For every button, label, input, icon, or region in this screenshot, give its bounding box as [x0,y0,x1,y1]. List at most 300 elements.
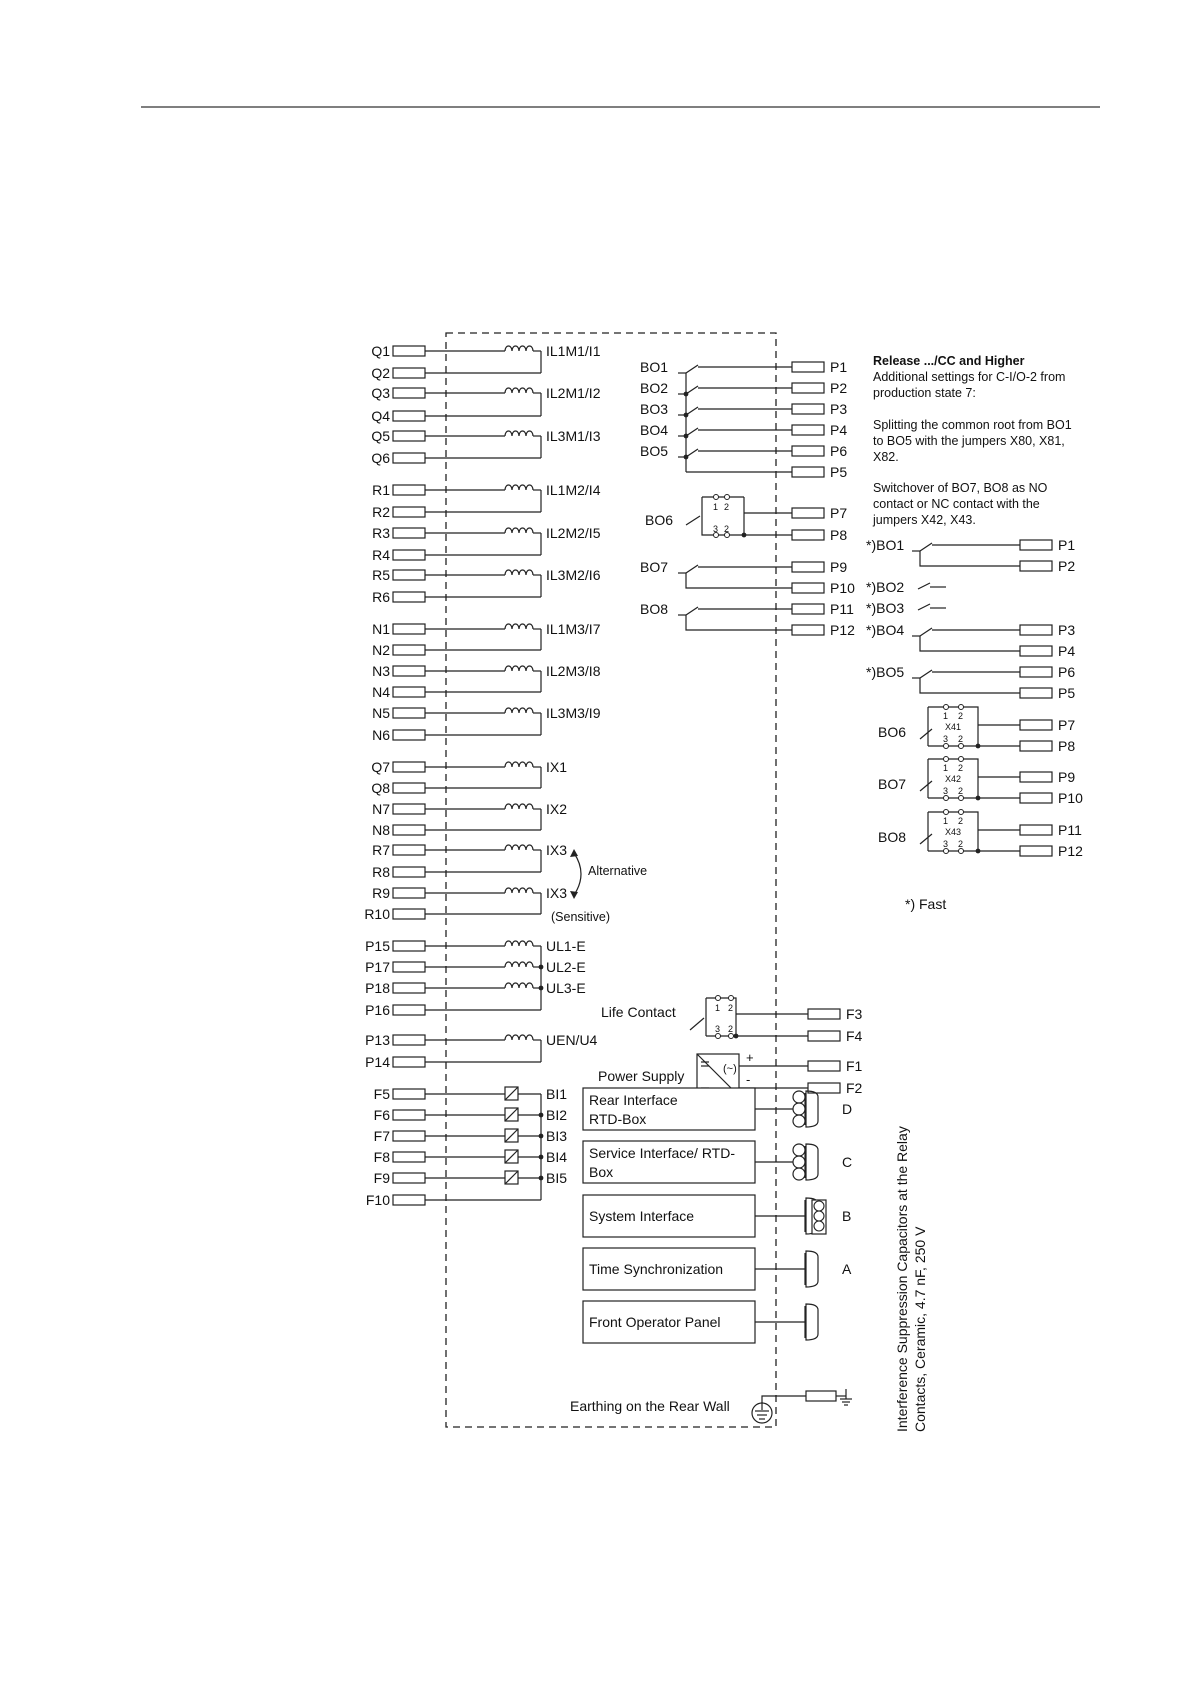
relay-terminal-label: P12 [830,622,855,638]
left-terminal-label: Q8 [371,780,390,796]
left-terminal [393,1195,425,1205]
input-signal-label: IL3M2/I6 [546,567,601,583]
relay-terminal-label: P7 [830,505,848,521]
left-terminal [393,528,425,538]
ix3-alternative-note: Alternative [588,864,648,878]
life-contact-terminal [808,1009,840,1019]
left-terminal-label: N6 [372,727,390,743]
relay-contact [686,607,698,615]
jumper-number: 2 [724,502,730,512]
interface-label: Service Interface/ RTD- [589,1145,736,1161]
jumper-number: 2 [724,524,730,534]
relay-terminal [792,530,824,540]
left-terminal [393,485,425,495]
life-contact-terminal-label: F3 [846,1006,863,1022]
left-terminal-label: F6 [373,1107,390,1123]
relay-terminal [792,583,824,593]
earthing-label: Earthing on the Rear Wall [570,1398,730,1414]
life-contact-and-power-supply [598,996,863,1097]
jumper-pin [729,996,734,1001]
left-terminal-label: Q4 [371,408,390,424]
left-terminal [393,645,425,655]
ix3-sensitive-note: (Sensitive) [551,910,611,924]
jumper-number: 2 [728,1024,734,1034]
input-signal-label: IX2 [546,801,568,817]
alt-output-label: *)BO1 [866,537,905,553]
jumper-number: 2 [958,839,964,849]
input-signal-label: IL3M1/I3 [546,428,601,444]
current-transformer-coil-icon [505,485,533,490]
life-contact-terminal [808,1031,840,1041]
suppression-note-line1: Interference Suppression Capacitors at the Relay [894,1126,910,1432]
left-terminal-label: Q6 [371,450,390,466]
jumper-pin [716,1034,721,1039]
release-note-title: Release .../CC and Higher [873,354,1025,368]
relay-terminal [792,604,824,614]
port-b-circle [793,1168,805,1180]
relay-output-label: BO2 [640,380,669,396]
junction-dot [539,965,544,970]
current-transformer-coil-icon [505,762,533,767]
input-signal-label: IX3 [546,842,568,858]
alt-changeover-blade [920,834,932,844]
junction-dot [539,1155,544,1160]
interface-label: Front Operator Panel [589,1314,721,1330]
alt-terminal [1020,772,1052,782]
alt-terminal-label: P4 [1058,643,1076,659]
relay-output-label: BO4 [640,422,669,438]
left-terminal-label: P14 [365,1054,390,1070]
relay-terminal-label: P11 [830,601,854,617]
input-signal-label: IL1M3/I7 [546,621,601,637]
junction-dot [684,455,689,460]
input-signal-label: IX3 [546,885,568,901]
alt-output-label: *)BO4 [866,622,905,638]
left-terminal [393,368,425,378]
ground-symbol-icon [836,1389,852,1405]
port-label: A [842,1261,852,1277]
jumper-pin [959,796,964,801]
left-terminal [393,762,425,772]
left-terminal [393,346,425,356]
left-terminal [393,983,425,993]
current-transformer-coil-icon [505,528,533,533]
left-terminal [393,1089,425,1099]
release-note-line: production state 7: [873,386,976,400]
left-terminal-label: R2 [372,504,390,520]
release-note [872,354,1072,527]
relay-terminal [792,625,824,635]
left-terminal-label: N8 [372,822,390,838]
alt-output-label: *)BO2 [866,579,905,595]
left-terminal-label: Q1 [371,343,390,359]
relay-terminal [792,467,824,477]
alt-open-contact [918,583,930,589]
alt-terminal [1020,741,1052,751]
relay-contact [686,565,698,573]
relay-terminal [792,425,824,435]
left-terminal [393,453,425,463]
left-terminal-label: N3 [372,663,390,679]
input-signal-label: BI2 [546,1107,568,1123]
alt-terminal [1020,540,1052,550]
interface-label: System Interface [589,1208,695,1224]
left-terminal [393,1173,425,1183]
input-signal-label: IL2M2/I5 [546,525,601,541]
earth-wire [762,1396,806,1403]
voltage-transformer-coil-icon [505,983,533,988]
relay-output-label: BO5 [640,443,669,459]
left-terminal [393,909,425,919]
left-terminal [393,550,425,560]
relay-output-label: BO3 [640,401,669,417]
relay-output-label: BO1 [640,359,669,375]
port-connector-icon [806,1091,818,1127]
current-transformer-coil-icon [505,708,533,713]
junction-dot [734,1034,739,1039]
port-d-circle [793,1103,805,1115]
alt-terminal-label: P10 [1058,790,1083,806]
interface-label: RTD-Box [589,1111,647,1127]
left-terminal-label: P17 [365,959,390,975]
jumper-pin [959,744,964,749]
alt-terminal [1020,625,1052,635]
jumper-label: X43 [945,827,962,837]
psu-terminal-label: F2 [846,1080,863,1096]
input-signal-label: UL2-E [546,959,586,975]
input-signal-label: BI5 [546,1170,568,1186]
jumper-number: 2 [958,711,964,721]
left-terminal-label: R3 [372,525,390,541]
alt-terminal-label: P2 [1058,558,1076,574]
jumper-number: 3 [715,1024,721,1034]
left-terminal-label: N7 [372,801,390,817]
left-terminal-label: R10 [364,906,390,922]
alt-output-label: BO8 [878,829,907,845]
communication-interfaces [583,1088,852,1343]
alt-terminal [1020,846,1052,856]
junction-dot [684,413,689,418]
alt-return-wire [920,636,1020,651]
relay-terminal-label: P8 [830,527,848,543]
port-b-circle [814,1211,824,1221]
port-label: B [842,1208,852,1224]
release-note-line: X82. [873,450,899,464]
alt-open-contact [918,604,930,610]
left-terminal [393,1057,425,1067]
psu-minus: - [746,1072,751,1087]
psu-terminal-label: F1 [846,1058,863,1074]
junction-dot [684,392,689,397]
jumper-pin [959,705,964,710]
jumper-pin [944,796,949,801]
left-terminal [393,1152,425,1162]
voltage-transformer-coil-icon [505,941,533,946]
voltage-transformer-coil-icon [505,962,533,967]
jumper-pin [714,495,719,500]
left-terminal [393,1110,425,1120]
left-terminal-label: R9 [372,885,390,901]
left-terminal-label: N5 [372,705,390,721]
relay-output-label: BO7 [640,559,669,575]
current-transformer-coil-icon [505,570,533,575]
port-b-circle [793,1156,805,1168]
current-transformer-coil-icon [505,666,533,671]
current-voltage-inputs [364,343,600,1208]
alt-terminal-label: P5 [1058,685,1076,701]
relay-terminal [792,508,824,518]
left-terminal [393,592,425,602]
current-transformer-coil-icon [505,1035,533,1040]
jumper-number: 3 [943,734,949,744]
current-transformer-coil-icon [505,845,533,850]
jumper-number: 2 [958,786,964,796]
port-label: D [842,1101,853,1117]
input-signal-label: IL3M3/I9 [546,705,601,721]
left-terminal-label: R6 [372,589,390,605]
left-terminal [393,804,425,814]
left-terminal [393,825,425,835]
left-terminal [393,1005,425,1015]
alt-terminal [1020,720,1052,730]
left-terminal-label: Q2 [371,365,390,381]
left-terminal [393,783,425,793]
left-terminal [393,388,425,398]
left-terminal [393,666,425,676]
jumper-pin [959,757,964,762]
input-signal-label: IL1M1/I1 [546,343,601,359]
relay-terminal [792,383,824,393]
relay-terminal [792,362,824,372]
alternative-outputs [866,537,1083,859]
alt-output-label: *)BO5 [866,664,905,680]
junction-dot [976,796,981,801]
relay-terminal-label: P6 [830,443,848,459]
alt-return-wire [920,551,1020,566]
left-terminal-label: P16 [365,1002,390,1018]
alt-changeover-blade [920,729,932,739]
alt-terminal [1020,646,1052,656]
input-signal-label: IL2M3/I8 [546,663,601,679]
left-terminal [393,624,425,634]
input-signal-label: UL1-E [546,938,586,954]
jumper-number: 2 [958,763,964,773]
jumper-number: 3 [713,524,719,534]
alt-terminal [1020,667,1052,677]
junction-dot [976,849,981,854]
changeover-contact [702,497,744,535]
junction-dot [742,533,747,538]
psu-terminal [808,1061,840,1071]
left-terminal [393,941,425,951]
alternative-arrowhead-down [570,891,578,899]
jumper-pin [959,810,964,815]
alt-terminal-label: P6 [1058,664,1076,680]
ac-symbol: (~) [723,1063,737,1075]
jumper-pin [729,1034,734,1039]
jumper-number: 1 [943,763,949,773]
earth-terminal [806,1391,836,1401]
left-terminal [393,708,425,718]
alt-output-label: BO6 [878,724,907,740]
left-terminal [393,507,425,517]
suppression-note-line2: Contacts, Ceramic, 4.7 nF, 250 V [912,1226,928,1432]
left-terminal [393,867,425,877]
current-transformer-coil-icon [505,804,533,809]
alt-terminal-label: P11 [1058,822,1082,838]
input-signal-label: IX1 [546,759,568,775]
release-note-line: to BO5 with the jumpers X80, X81, [873,434,1065,448]
left-terminal-label: F5 [373,1086,390,1102]
left-terminal-label: P15 [365,938,390,954]
alt-return-wire [920,678,1020,693]
relay-output-label: BO8 [640,601,669,617]
left-terminal [393,687,425,697]
relay-terminal-label: P9 [830,559,848,575]
release-note-line: jumpers X42, X43. [873,513,976,527]
relay-terminal [792,446,824,456]
power-supply-label: Power Supply [598,1068,685,1084]
left-terminal-label: R4 [372,547,390,563]
input-signal-label: UL3-E [546,980,586,996]
jumper-pin [944,705,949,710]
left-terminal [393,845,425,855]
relay-terminal [792,562,824,572]
alternative-arrow [574,853,581,895]
jumper-number: 2 [958,816,964,826]
left-terminal-label: P13 [365,1032,390,1048]
alt-terminal-label: P8 [1058,738,1076,754]
port-connector-icon [806,1144,818,1180]
left-terminal [393,1035,425,1045]
junction-dot [539,986,544,991]
alt-terminal [1020,688,1052,698]
alt-contact [920,628,932,636]
jumper-pin [959,849,964,854]
fast-note: *) Fast [905,896,947,912]
alt-terminal-label: P7 [1058,717,1076,733]
relay-terminal-label: P4 [830,422,848,438]
jumper-label: X41 [945,722,962,732]
relay-terminal-label: P3 [830,401,848,417]
alt-terminal [1020,793,1052,803]
input-signal-label: IL1M2/I4 [546,482,601,498]
junction-dot [684,434,689,439]
jumper-pin [944,849,949,854]
left-terminal-label: F8 [373,1149,390,1165]
relay-contact [686,365,698,373]
relay-terminal-label: P10 [830,580,855,596]
alt-terminal-label: P12 [1058,843,1083,859]
changeover-blade [686,516,700,525]
alternative-arrowhead-up [570,849,578,857]
life-contact-label: Life Contact [601,1004,676,1020]
left-terminal [393,570,425,580]
left-terminal-label: F9 [373,1170,390,1186]
port-label: C [842,1154,853,1170]
jumper-pin [944,744,949,749]
port-b-circle [793,1144,805,1156]
jumper-number: 3 [943,839,949,849]
relay-terminal-label: P1 [830,359,848,375]
relay-terminal-label: P2 [830,380,848,396]
current-transformer-coil-icon [505,431,533,436]
left-terminal-label: Q3 [371,385,390,401]
current-transformer-coil-icon [505,624,533,629]
interface-label: Box [589,1164,614,1180]
jumper-number: 1 [713,502,719,512]
relay-output-label: BO6 [645,512,674,528]
left-terminal-label: N2 [372,642,390,658]
left-terminal [393,1131,425,1141]
jumper-number: 3 [943,786,949,796]
junction-dot [539,1134,544,1139]
interface-label: Rear Interface [589,1092,678,1108]
left-terminal-label: R1 [372,482,390,498]
left-terminal-label: R5 [372,567,390,583]
left-terminal-label: Q5 [371,428,390,444]
jumper-number: 1 [943,711,949,721]
port-connector-icon [806,1251,818,1287]
alt-terminal-label: P3 [1058,622,1076,638]
jumper-number: 1 [715,1003,721,1013]
input-signal-label: BI1 [546,1086,568,1102]
alt-terminal [1020,561,1052,571]
left-terminal-label: F10 [365,1192,390,1208]
left-terminal-label: P18 [365,980,390,996]
release-note-line: Splitting the common root from BO1 [873,418,1072,432]
left-terminal-label: N1 [372,621,390,637]
input-signal-label: BI4 [546,1149,568,1165]
release-note-line: Additional settings for C-I/O-2 from [873,370,1066,384]
port-connector-icon [806,1304,818,1340]
relay-terminal-label: P5 [830,464,848,480]
current-transformer-coil-icon [505,346,533,351]
alt-contact [920,543,932,551]
left-terminal [393,730,425,740]
port-d-circle [793,1091,805,1103]
jumper-pin [716,996,721,1001]
life-contact-blade [690,1018,704,1030]
jumper-pin [725,495,730,500]
left-terminal [393,888,425,898]
left-terminal-label: R8 [372,864,390,880]
interface-label: Time Synchronization [589,1261,724,1277]
input-signal-label: BI3 [546,1128,568,1144]
relay-terminal [792,404,824,414]
release-note-line: Switchover of BO7, BO8 as NO [873,481,1048,495]
jumper-pin [944,810,949,815]
left-terminal-label: R7 [372,842,390,858]
life-contact-terminal-label: F4 [846,1028,863,1044]
left-terminal [393,411,425,421]
input-signal-label: IL2M1/I2 [546,385,601,401]
port-b-circle [814,1201,824,1211]
alt-terminal [1020,825,1052,835]
alt-output-label: *)BO3 [866,600,905,616]
jumper-label: X42 [945,774,962,784]
current-transformer-coil-icon [505,388,533,393]
earth-icon [752,1402,772,1423]
junction-dot [976,744,981,749]
left-terminal [393,962,425,972]
left-terminal-label: Q7 [371,759,390,775]
alt-contact [920,670,932,678]
jumper-number: 2 [728,1003,734,1013]
relay-outputs [640,359,855,638]
alt-terminal-label: P9 [1058,769,1076,785]
jumper-number: 2 [958,734,964,744]
